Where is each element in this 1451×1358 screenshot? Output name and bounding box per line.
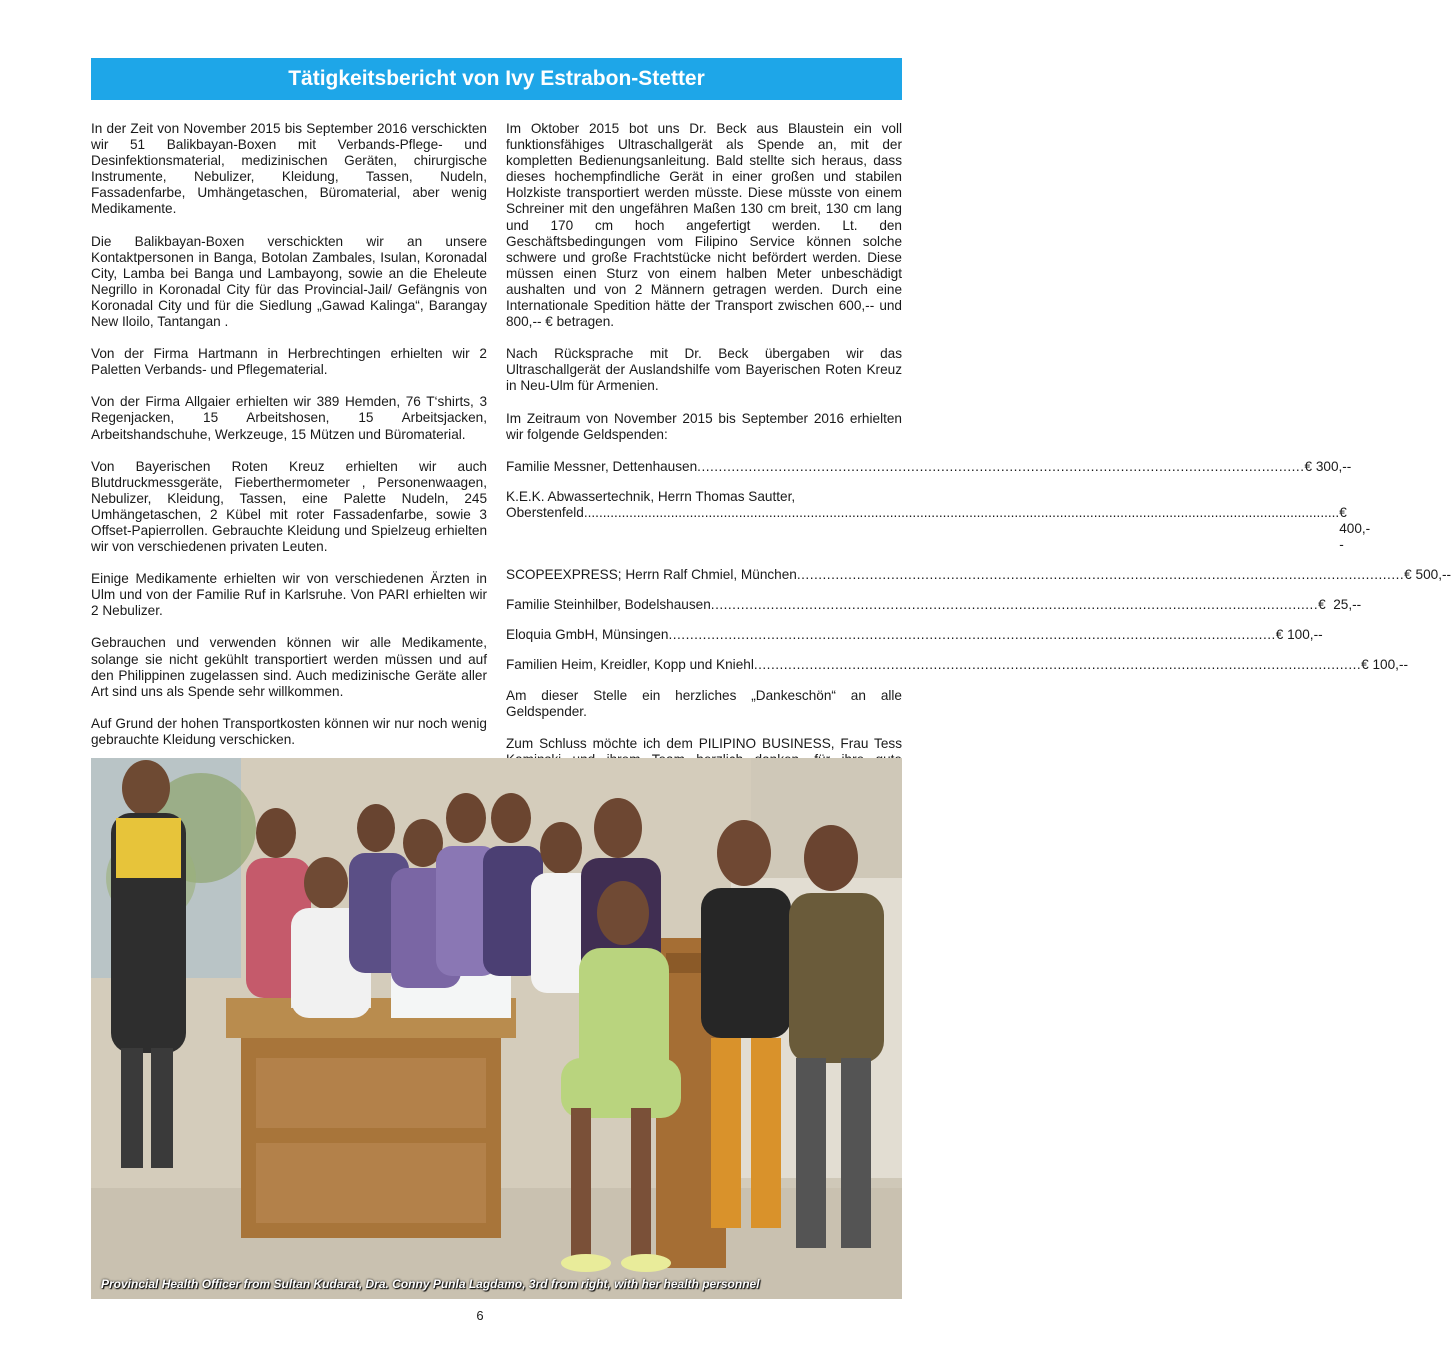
paragraph: Von der Firma Allgaier erhielten wir 389 Hemden, 76 T‘shirts, 3 Regenjacken, 15 Arbeitshosen, 15 Arbeitsjacken, Arbeitshandschuhe, Werkzeuge, 15 Mützen und Büromaterial. [91, 394, 487, 442]
paragraph: Auf Grund der hohen Transportkosten können wir nur noch wenig gebrauchte Kleidung verschicken. [91, 715, 487, 747]
leader-dots [711, 597, 1318, 613]
paragraph: Nach Rücksprache mit Dr. Beck übergaben wir das Ultraschallgerät der Auslandshilfe vom Bayerischen Roten Kreuz in Neu-Ulm für Armenien. [506, 346, 902, 394]
donation-amount: € 100,-- [1361, 657, 1409, 673]
leader-dots [797, 567, 1404, 583]
donation-row [506, 567, 1451, 583]
paragraph: Von der Firma Hartmann in Herbrechtingen erhielten wir 2 Paletten Verbands- und Pflegematerial. [91, 346, 487, 378]
donor-name: Familie Messner, Dettenhausen [506, 458, 698, 474]
donor-name: Familien Heim, Kreidler, Kopp und Kniehl [506, 657, 754, 673]
paragraph: In der Zeit von November 2015 bis September 2016 verschickten wir 51 Balikbayan-Boxen mit Verbands-Pflege- und Desinfektionsmaterial, medizinischen Geräten, chirurgische Instrumente, Nebulizer, Kleidung, Tassen, Nudeln, Fassadenfarbe, Umhängetaschen, Büromaterial, aber wenig Medikamente. [91, 121, 487, 217]
donation-amount: € 25,-- [1318, 597, 1362, 613]
donation-row [506, 597, 1362, 613]
paragraph: Die Balikbayan-Boxen verschickten wir an unsere Kontaktpersonen in Banga, Botolan Zambales, Isulan, Koronadal City, Lamba bei Banga und Lambayong, sowie an die Eheleute Negrillo in Koronadal City für das Provincial-Jail/ Gefängnis von Koronadal City und für die Siedlung „Gawad Kalinga“, Barangay New Iloilo, Tantangan . [91, 233, 487, 330]
donor-name: Eloquia GmbH, Münsingen [506, 627, 669, 643]
page-number: 6 [476, 1308, 484, 1323]
paragraph: Im Oktober 2015 bot uns Dr. Beck aus Blaustein ein voll funktionsfähiges Ultraschallgerät als Spende an, mit der kompletten Bedienungsanleitung. Bald stellte sich heraus, dass dieses hochempfindliche Gerät in einer großen und stabilen Holzkiste transportiert werden müsste. Diese müsste von einem Schreiner mit den ungefähren Maßen 130 cm breit, 130 cm lang und 170 cm hoch angefertigt werden. Lt. den Geschäftsbedingungen vom Filipino Service können solche schwere und große Frachtstücke nicht befördert werden. Diese müssen einen Sturz von einem halben Meter unbeschädigt aushalten und von 2 Männern getragen werden. Durch eine Internationale Spedition hätte der Transport zwischen 600,-- und 800,-- € betragen. [506, 121, 902, 330]
paragraph: Am dieser Stelle ein herzliches „Dankeschön“ an alle Geldspender. [506, 687, 902, 719]
donation-amount: € 400,-- [1339, 504, 1371, 553]
donation-row [506, 458, 1352, 475]
donation-row [506, 488, 1371, 553]
donation-amount: € 300,-- [1304, 458, 1352, 474]
paragraph: Gebrauchen und verwenden können wir alle Medikamente, solange sie nicht gekühlt transportiert werden müssen und auf den Philippinen zugelassen sind. Auch medizinische Geräte aller Art sind uns als Spende sehr willkommen. [91, 635, 487, 699]
donor-name: Oberstenfeld [506, 504, 584, 520]
group-photo-illustration [91, 758, 902, 1299]
donation-amount: € 500,-- [1404, 567, 1451, 583]
leader-dots [754, 657, 1361, 673]
donor-name-line1: K.E.K. Abwassertechnik, Herrn Thomas Sautter, [506, 488, 796, 504]
donation-row [506, 627, 1323, 643]
donor-name: SCOPEEXPRESS; Herrn Ralf Chmiel, München [506, 567, 797, 583]
leader-dots [668, 627, 1275, 643]
paragraph: Zum Schluss möchte ich dem PILIPINO BUSINESS, Frau Tess [506, 735, 902, 751]
leader-dots [697, 459, 1304, 475]
donation-amount: € 100,-- [1275, 627, 1323, 643]
donation-row [506, 657, 1409, 673]
paragraph: Im Zeitraum von November 2015 bis September 2016 erhielten wir folgende Geldspenden: [506, 410, 902, 442]
right-column [506, 121, 1451, 800]
group-photo [91, 758, 902, 1299]
donor-name: Familie Steinhilber, Bodelshausen [506, 597, 711, 613]
left-column [91, 121, 487, 764]
photo-caption: Provincial Health Officer from Sultan Kudarat, Dra. Conny Punla Lagdamo, 3rd from right, with her health personnel [101, 1277, 760, 1291]
leader-dots: ........................................................................................................................................................................................................ [583, 504, 1340, 520]
paragraph: Von Bayerischen Roten Kreuz erhielten wir auch Blutdruckmessgeräte, Fieberthermometer , Personenwaagen, Nebulizer, Kleidung, Tassen, eine Palette Nudeln, 245 Umhängetaschen, 2 Kübel mit roter Fassadenfarbe, sowie 3 Offset-Papierrollen. Gebrauchte Kleidung und Spielzeug erhielten wir von verschiedenen privaten Leuten. [91, 458, 487, 555]
paragraph: Einige Medikamente erhielten wir von verschiedenen Ärzten in Ulm und von der Familie Ruf in Karlsruhe. Von PARI erhielten wir 2 Nebulizer. [91, 571, 487, 619]
article-title: Tätigkeitsbericht von Ivy Estrabon-Stetter [91, 58, 902, 100]
